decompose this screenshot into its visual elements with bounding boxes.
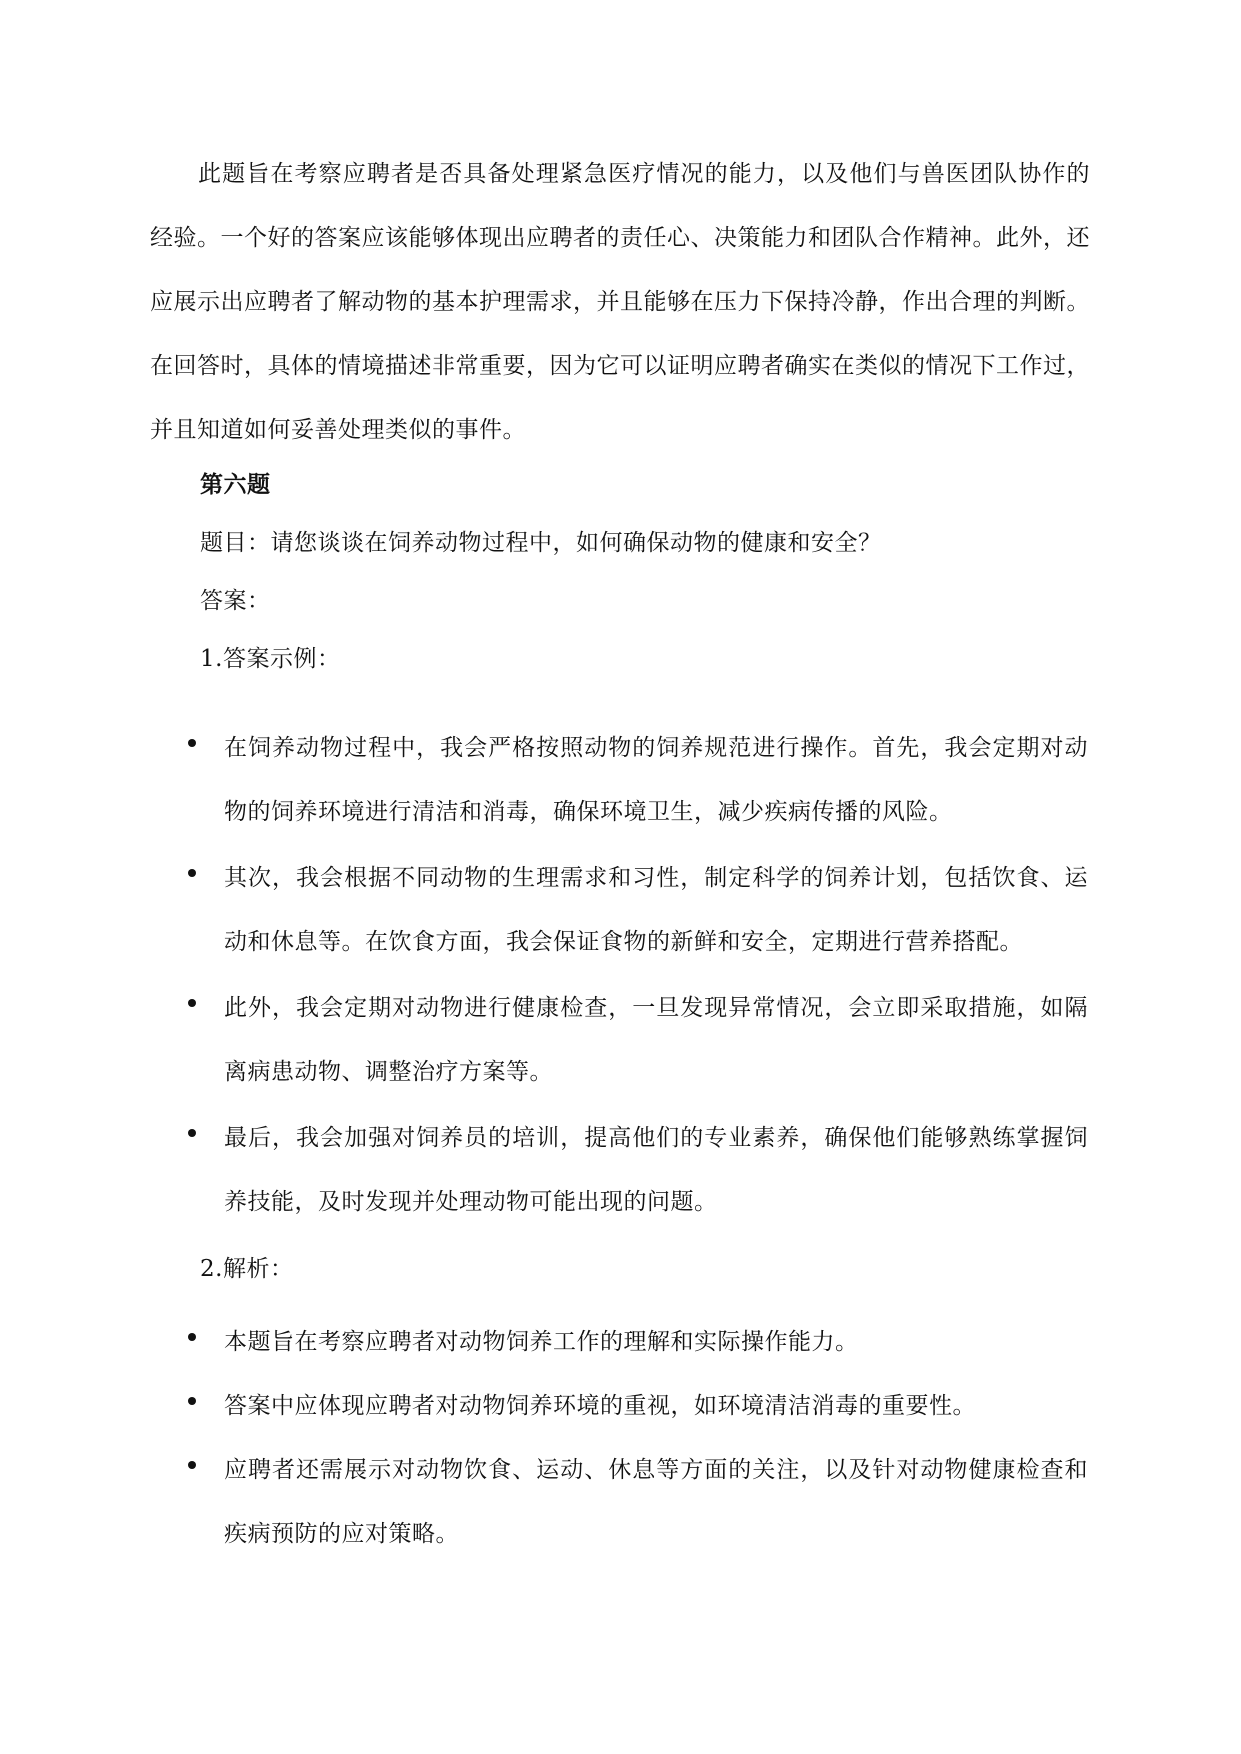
bullet-dot	[188, 1129, 196, 1137]
question-text: 题目：请您谈谈在饲养动物过程中，如何确保动物的健康和安全？	[200, 530, 882, 556]
bullet-dot	[188, 1397, 196, 1405]
bullet-dot	[188, 1333, 196, 1341]
list-item-text: 最后，我会加强对饲养员的培训，提高他们的专业素养，确保他们能够熟练掌握饲养技能，及时发现并处理动物可能出现的问题。	[224, 1125, 1088, 1215]
bullet-dot	[188, 1461, 196, 1469]
bullet-dot	[188, 739, 196, 747]
list-item-text: 应聘者还需展示对动物饮食、运动、休息等方面的关注，以及针对动物健康检查和疾病预防的应对策略。	[224, 1457, 1088, 1547]
analysis-label: 2.解析：	[200, 1256, 294, 1282]
intro-paragraph: 此题旨在考察应聘者是否具备处理紧急医疗情况的能力，以及他们与兽医团队协作的经验。一个好的答案应该能够体现出应聘者的责任心、决策能力和团队合作精神。此外，还应展示出应聘者了解动物的基本护理需求，并且能够在压力下保持冷静，作出合理的判断。在回答时，具体的情境描述非常重要，因为它可以证明应聘者确实在类似的情况下工作过，并且知道如何妥善处理类似的事件。	[150, 161, 1090, 443]
section-heading: 第六题	[200, 472, 271, 498]
list-item-text: 答案中应体现应聘者对动物饲养环境的重视，如环境清洁消毒的重要性。	[224, 1393, 976, 1419]
list-item-text: 此外，我会定期对动物进行健康检查，一旦发现异常情况，会立即采取措施，如隔离病患动物、调整治疗方案等。	[224, 995, 1088, 1085]
list-item-text: 其次，我会根据不同动物的生理需求和习性，制定科学的饲养计划，包括饮食、运动和休息等。在饮食方面，我会保证食物的新鲜和安全，定期进行营养搭配。	[224, 865, 1088, 955]
bullet-dot	[188, 999, 196, 1007]
bullet-dot	[188, 869, 196, 877]
list-item-text: 在饲养动物过程中，我会严格按照动物的饲养规范进行操作。首先，我会定期对动物的饲养环境进行清洁和消毒，确保环境卫生，减少疾病传播的风险。	[224, 735, 1088, 825]
example-label: 1.答案示例：	[200, 646, 341, 672]
answer-label: 答案：	[200, 588, 271, 614]
list-item-text: 本题旨在考察应聘者对动物饲养工作的理解和实际操作能力。	[224, 1329, 859, 1355]
